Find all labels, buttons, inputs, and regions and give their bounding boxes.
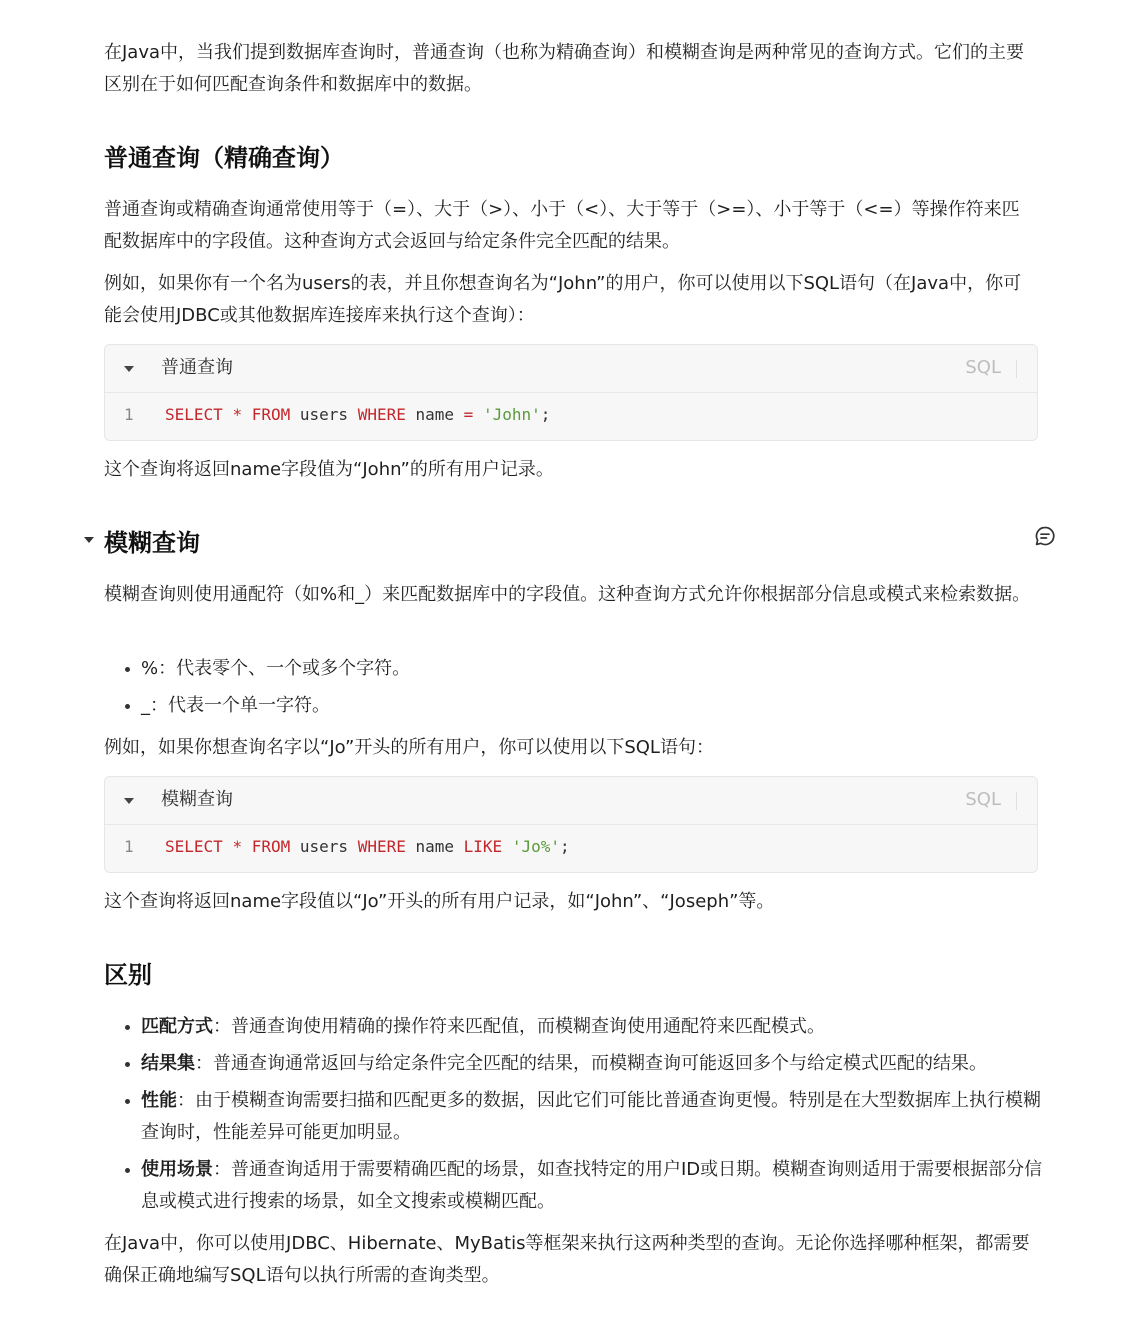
line-number: 1 [124,405,134,424]
list-item: 结果集：普通查询通常返回与给定条件完全匹配的结果，而模糊查询可能返回多个与给定模式匹配的结果。 [104,1048,1044,1080]
code-language-label[interactable]: SQL [965,357,1001,378]
code-line [165,405,550,424]
sql-keyword: SELECT [165,837,223,856]
wildcard-list [104,653,1044,722]
code-token [502,837,512,856]
bullet-icon [125,1099,130,1104]
sql-string: 'John' [482,405,541,424]
fuzzy-query-description: 模糊查询则使用通配符（如%和_）来匹配数据库中的字段值。这种查询方式允许你根据部分信息或模式来检索数据。 [104,584,1031,605]
code-block-title: 模糊查询 [161,789,233,810]
fuzzy-query-result-note: 这个查询将返回name字段值以“Jo”开头的所有用户记录，如“John”、“Joseph”等。 [104,891,775,912]
code-language-label[interactable]: SQL [965,789,1001,810]
sql-keyword: FROM [251,837,291,856]
list-item: _：代表一个单一字符。 [104,690,1044,722]
bullet-icon [125,1025,130,1030]
exact-query-example-intro: 例如，如果你有一个名为users的表，并且你想查询名为“John”的用户，你可以使用以下SQL语句（在Java中，你可能会使用JDBC或其他数据库连接库来执行这个查询）： [104,273,1022,326]
code-token: ; [540,405,551,424]
sql-keyword: SELECT [165,405,223,424]
code-token [242,405,252,424]
sql-operator: * [232,837,243,856]
sql-operator: * [232,405,243,424]
exact-query-result-note: 这个查询将返回name字段值为“John”的所有用户记录。 [104,459,554,480]
code-token [473,405,483,424]
code-block-exact [104,344,1038,441]
code-block-header[interactable] [105,345,1037,393]
exact-query-description: 普通查询或精确查询通常使用等于（=）、大于（>）、小于（<）、大于等于（>=）、小于等于（<=）等操作符来匹配数据库中的字段值。这种查询方式会返回与给定条件完全匹配的结果。 [104,199,1020,252]
code-token [223,405,233,424]
code-token: users [290,837,358,856]
bullet-icon [125,667,130,672]
code-token: ; [560,837,570,856]
heading-exact-query: 普通查询（精确查询） [104,144,344,172]
heading-fuzzy-query: 模糊查询 [104,529,200,557]
list-item: 使用场景：普通查询适用于需要精确匹配的场景，如查找特定的用户ID或日期。模糊查询则适用于需要根据部分信息或模式进行搜索的场景，如全文搜索或模糊匹配。 [104,1154,1044,1218]
code-block-header[interactable] [105,777,1037,825]
bullet-icon [125,704,130,709]
divider [1016,792,1017,810]
sql-string: 'Jo%' [511,837,560,856]
heading-fold-caret-icon[interactable] [84,537,94,543]
bullet-icon [125,1062,130,1067]
code-token [223,837,233,856]
comment-icon[interactable] [1034,525,1056,547]
fuzzy-query-example-intro: 例如，如果你想查询名字以“Jo”开头的所有用户，你可以使用以下SQL语句： [104,737,714,758]
code-token: name [405,405,464,424]
sql-keyword: FROM [251,405,291,424]
line-number: 1 [124,837,134,856]
code-block-title: 普通查询 [161,357,233,378]
list-item: 匹配方式：普通查询使用精确的操作符来匹配值，而模糊查询使用通配符来匹配模式。 [104,1011,1044,1043]
closing-paragraph: 在Java中，你可以使用JDBC、Hibernate、MyBatis等框架来执行这两种类型的查询。无论你选择哪种框架，都需要确保正确地编写SQL语句以执行所需的查询类型。 [104,1233,1030,1286]
list-item: %：代表零个、一个或多个字符。 [104,653,1044,685]
heading-differences: 区别 [104,961,152,989]
sql-operator: = [463,405,474,424]
bullet-icon [125,1168,130,1173]
collapse-caret-icon[interactable] [124,366,134,372]
intro-paragraph: 在Java中，当我们提到数据库查询时，普通查询（也称为精确查询）和模糊查询是两种常见的查询方式。它们的主要区别在于如何匹配查询条件和数据库中的数据。 [104,42,1025,95]
sql-keyword: WHERE [357,837,406,856]
code-body[interactable] [105,825,1037,872]
sql-keyword: LIKE [463,837,503,856]
list-item: 性能：由于模糊查询需要扫描和匹配更多的数据，因此它们可能比普通查询更慢。特别是在大型数据库上执行模糊查询时，性能差异可能更加明显。 [104,1085,1044,1149]
code-token: users [290,405,358,424]
collapse-caret-icon[interactable] [124,798,134,804]
divider [1016,360,1017,378]
code-token [242,837,252,856]
code-body[interactable] [105,393,1037,440]
code-block-fuzzy [104,776,1038,873]
sql-keyword: WHERE [357,405,406,424]
code-line [165,837,570,856]
code-token: name [405,837,464,856]
differences-list [104,1011,1044,1218]
